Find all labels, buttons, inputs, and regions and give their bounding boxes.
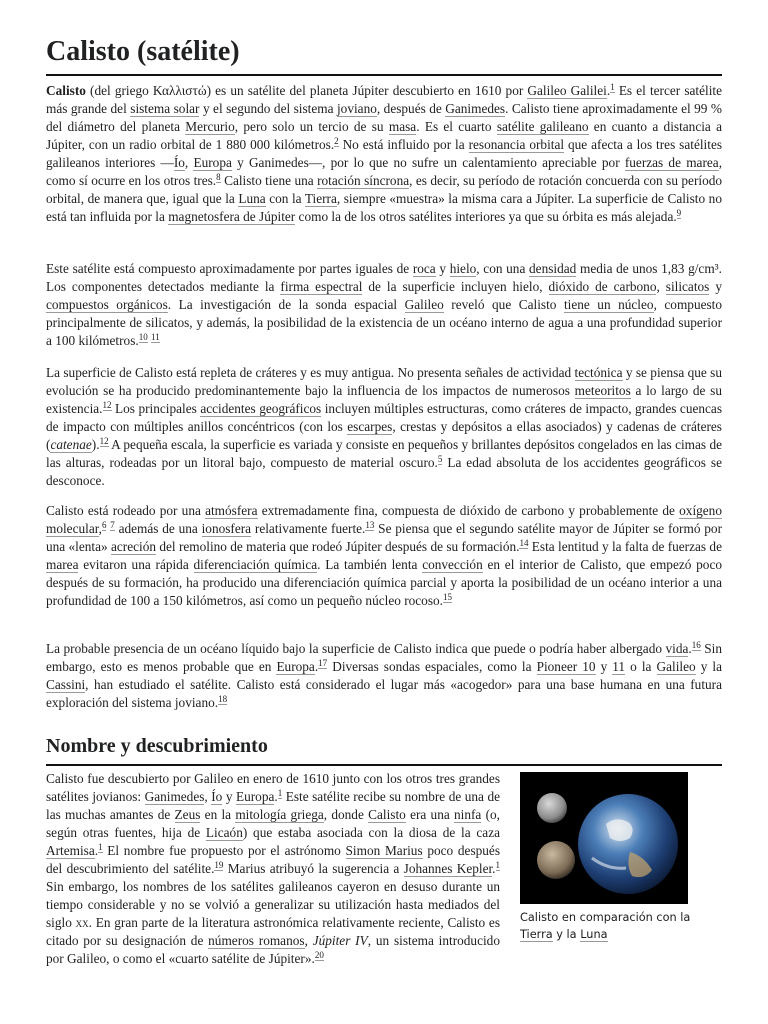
link-ganimedes-2[interactable]: Ganimedes (144, 789, 205, 804)
link-hielo[interactable]: hielo (449, 261, 477, 276)
link-conveccion[interactable]: convección (422, 557, 483, 572)
link-io[interactable]: Ío (173, 155, 185, 170)
link-catenae[interactable]: catenae (50, 437, 92, 452)
link-ninfa[interactable]: ninfa (454, 807, 482, 822)
caption-text: Calisto en comparación con la (520, 911, 691, 924)
moon-disc (537, 793, 567, 823)
link-licaon[interactable]: Licaón (205, 825, 243, 840)
link-rotacion[interactable]: rotación síncrona (317, 173, 410, 188)
link-mercurio[interactable]: Mercurio (185, 119, 235, 134)
link-masa[interactable]: masa (388, 119, 417, 134)
link-kepler[interactable]: Johannes Kepler (403, 861, 493, 876)
link-resonancia[interactable]: resonancia orbital (468, 137, 565, 152)
link-firma-espectral[interactable]: firma espectral (280, 279, 363, 294)
section-heading-container (46, 735, 722, 766)
earth-disc (578, 794, 678, 894)
paragraph-ocean: La probable presencia de un océano líquido bajo la superficie de Calisto indica que puede o podría haber albergado vida.$^{16}$ Sin embargo, esto es menos probable que en Europa.$^{17}$ Diversas sondas espaciales, como la Pioneer 10 y 11 o la Galileo y la Cassini, han estudiado el satélite. Calisto está considerado el lugar más «acogedor» para una base humana en una futura exploración del sistema joviano.$^{18}$ (46, 639, 722, 710)
caption-link-tierra[interactable]: Tierra (520, 928, 553, 941)
link-silicatos[interactable]: silicatos (665, 279, 710, 294)
section-heading: Nombre y descubrimiento (46, 735, 722, 766)
link-vida[interactable]: vida (665, 641, 689, 656)
link-diferenciacion[interactable]: diferenciación química (193, 557, 318, 572)
link-satelite-galileano[interactable]: satélite galileano (496, 119, 589, 134)
link-galileo[interactable]: Galileo Galilei (527, 83, 607, 98)
paragraph-composition: Este satélite está compuesto aproximadamente por partes iguales de roca y hielo, con una densidad media de unos 1,83 g/cm³. Los componentes detectados mediante la firma espectral de la superficie incluyen hielo, dióxido de carbono, silicatos y compuestos orgánicos. La investigación de la sonda espacial Galileo reveló que Calisto tiene un núcleo, compuesto principalmente de silicatos, y además, la posibilidad de la existencia de un océano interno de agua a una profundidad superior a 100 kilómetros.$^{10}$ $^{11}$ (46, 261, 723, 348)
paragraph-surface: La superficie de Calisto está repleta de cráteres y es muy antigua. No presenta señales de actividad tectónica y se piensa que su evolución se ha producido predominantemente bajo la influencia de los impactos de numerosos meteoritos a lo largo de su existencia.$^{12}$ Los principales accidentes geográficos incluyen múltiples estructuras, como cráteres de impacto, grandes cuencas de impacto con múltiples anillos concéntricos (con los escarpes, crestas y depósitos a ellas asociados) y cadenas de cráteres (catenae).$^{12}$ A pequeña escala, la superficie es variada y consiste en pequeños y brillantes depósitos congelados en las cimas de las alturas, rodeadas por un litoral bajo, compuesto de material oscuro.$^5$ La edad absoluta de los accidentes geográficos se desconoce. (46, 365, 722, 488)
link-pioneer10[interactable]: Pioneer 10 (536, 659, 596, 674)
link-tierra[interactable]: Tierra (304, 191, 337, 206)
link-magnetosfera[interactable]: magnetosfera de Júpiter (168, 209, 296, 224)
paragraph-naming: Calisto fue descubierto por Galileo en enero de 1610 junto con los otros tres grandes satélites jovianos: Ganimedes, Ío y Europa.$^1$ Este satélite recibe su nombre de una de las muchas amantes de Zeus en la mitología griega, donde Calisto era una ninfa (o, según otras fuentes, hija de Licaón) que estaba asociada con la diosa de la caza Artemisa.$^1$ El nombre fue propuesto por el astrónomo Simon Marius poco después del descubrimiento del satélite.$^{19}$ Marius atribuyó la sugerencia a Johannes Kepler.$^1$ Sin embargo, los nombres de los satélites galileanos cayeron en desuso durante un tiempo considerable y no se volvió a generalizar su utilización hasta mediados del siglo xx. En gran parte de la literatura astronómica relativamente reciente, Calisto es citado por su designación de números romanos, Júpiter IV, un sistema introducido por Galileo, o como el «cuarto satélite de Júpiter».$^{20}$ (46, 771, 501, 966)
figure-caption (520, 909, 720, 943)
link-luna[interactable]: Luna (238, 191, 266, 206)
link-nucleo[interactable]: tiene un núcleo (563, 297, 654, 312)
link-ionosfera[interactable]: ionosfera (201, 521, 252, 536)
link-fuerzas-marea[interactable]: fuerzas de marea (624, 155, 719, 170)
link-europa-2[interactable]: Europa (276, 659, 315, 674)
link-accidentes[interactable]: accidentes geográficos (200, 401, 322, 416)
link-organicos[interactable]: compuestos orgánicos (46, 297, 168, 312)
caption-text-mid: y la (552, 928, 581, 941)
link-meteoritos[interactable]: meteoritos (574, 383, 631, 398)
link-numeros-romanos[interactable]: números romanos (208, 933, 305, 948)
callisto-disc (537, 841, 575, 879)
paragraph-intro: Calisto (del griego Καλλιστώ) es un satélite del planeta Júpiter descubierto en 1610 por Galileo Galilei.$^1$ Es el tercer satélite más grande del sistema solar y el segundo del sistema joviano, después de Ganimedes. Calisto tiene aproximadamente el 99 % del diámetro del planeta Mercurio, pero solo un tercio de su masa. Es el cuarto satélite galileano en cuanto a distancia a Júpiter, con un radio orbital de 1 880 000 kilómetros.$^2$ No está influido por la resonancia orbital que afecta a los tres satélites galileanos interiores —Ío, Europa y Ganimedes—, por lo que no sufre un calentamiento apreciable por fuerzas de marea, como sí ocurre en los otros tres.$^8$ Calisto tiene una rotación síncrona, es decir, su período de rotación concuerda con su período orbital, de manera que, igual que la Luna con la Tierra, siempre «muestra» la misma cara a Júpiter. La superficie de Calisto no está tan influida por la magnetosfera de Júpiter como la de los otros satélites interiores ya que su órbita es más alejada.$^9$ (46, 81, 723, 224)
link-artemisa[interactable]: Artemisa (46, 843, 95, 858)
link-simon-marius[interactable]: Simon Marius (345, 843, 423, 858)
page-title: Calisto (satélite) (46, 36, 722, 76)
link-atmosfera[interactable]: atmósfera (205, 503, 258, 518)
moon-earth-comparison-image[interactable] (520, 772, 688, 904)
link-calisto[interactable]: Calisto (368, 807, 406, 822)
link-galileo-sonda[interactable]: Galileo (404, 297, 444, 312)
link-europa[interactable]: Europa (193, 155, 232, 170)
paragraph-atmosphere: Calisto está rodeado por una atmósfera extremadamente fina, compuesta de dióxido de carbono y probablemente de oxígeno molecular,$^6$ $^7$ además de una ionosfera relativamente fuerte.$^{13}$ Se piensa que el segundo satélite mayor de Júpiter se formó por una «lenta» acreción del remolino de materia que rodeó Júpiter después de su formación.$^{14}$ Esta lentitud y la falta de fuerzas de marea evitaron una rápida diferenciación química. La también lenta convección en el interior de Calisto, que empezó poco después de su formación, ha producido una diferenciación química parcial y aporta la posibilidad de un océano interior a una profundidad de 100 a 150 kilómetros, así como un pequeño núcleo rocoso.$^{15}$ (46, 503, 723, 608)
link-pioneer11[interactable]: 11 (612, 659, 626, 674)
link-io-2[interactable]: Ío (211, 789, 223, 804)
link-sistema-solar[interactable]: sistema solar (130, 101, 200, 116)
link-europa-3[interactable]: Europa (235, 789, 275, 804)
link-acrecion[interactable]: acreción (111, 539, 157, 554)
planets-illustration (520, 772, 688, 904)
link-roca[interactable]: roca (412, 261, 436, 276)
link-dioxido[interactable]: dióxido de carbono (548, 279, 657, 294)
caption-link-luna[interactable]: Luna (580, 928, 608, 941)
link-densidad[interactable]: densidad (529, 261, 577, 276)
link-galileo-2[interactable]: Galileo (656, 659, 696, 674)
link-cassini[interactable]: Cassini (46, 677, 86, 692)
link-escarpes[interactable]: escarpes (347, 419, 393, 434)
link-ganimedes[interactable]: Ganimedes (445, 101, 506, 116)
figure (520, 772, 720, 943)
link-tectonica[interactable]: tectónica (574, 365, 623, 380)
link-oxigeno[interactable]: oxígeno molecular (46, 503, 722, 536)
link-mitologia[interactable]: mitología griega (235, 807, 324, 822)
link-zeus[interactable]: Zeus (174, 807, 201, 822)
link-marea[interactable]: marea (46, 557, 79, 572)
link-joviano[interactable]: joviano (336, 101, 377, 116)
